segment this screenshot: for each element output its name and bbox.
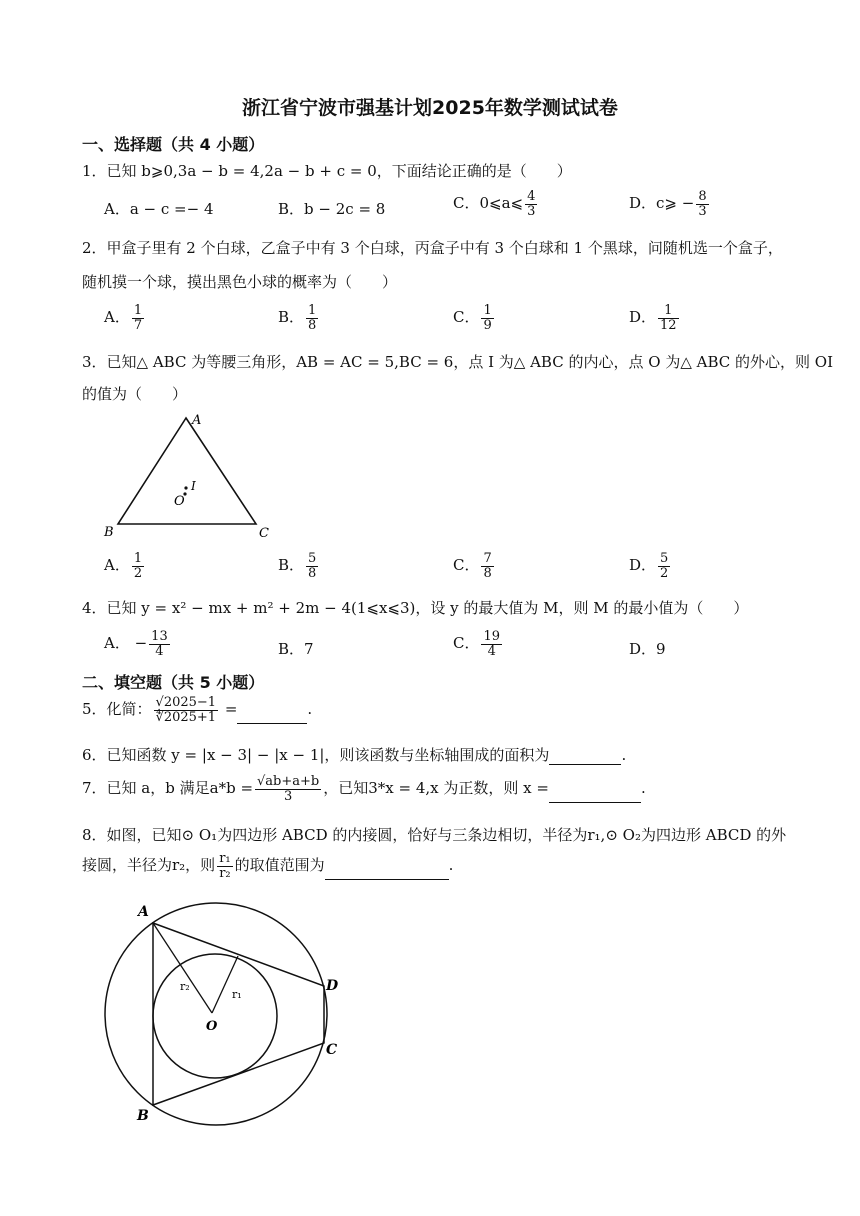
q6-text: 6．已知函数 y = |x − 3| − |x − 1|，则该函数与坐标轴围成的面积为 — [82, 746, 550, 764]
q4-option-d: D．9 — [629, 640, 666, 658]
q4-c-label: C． — [453, 634, 480, 653]
q4-option-c — [453, 630, 504, 658]
q2-b-denominator: 8 — [308, 317, 317, 333]
label-i: I — [191, 479, 196, 493]
q3-stem-line2: 的值为（ ） — [82, 385, 188, 403]
label-c: C — [259, 526, 269, 541]
q8-answer-blank[interactable] — [325, 865, 449, 880]
q1-c-numerator: 4 — [527, 189, 536, 204]
q3-stem-line1: 3．已知△ ABC 为等腰三角形，AB = AC = 5,BC = 6，点 I 为△ ABC 的内心，点 O 为△ ABC 的外心，则 OI — [82, 353, 833, 371]
q2-d-fraction — [658, 304, 679, 332]
q2-c-label: C． — [453, 308, 480, 327]
q7-fraction — [255, 775, 321, 803]
q1-option-d-label: D．c⩾ − — [629, 194, 695, 213]
q4-a-numerator: 13 — [151, 629, 168, 644]
q1-stem: 1．已知 b⩾0,3a − b = 4,2a − b + c = 0，下面结论正确的是（ ） — [82, 162, 572, 180]
q3-d-label: D． — [629, 556, 657, 575]
q3-d-denominator: 2 — [660, 565, 669, 581]
q8-numerator: r₁ — [219, 851, 231, 866]
q3-option-c — [453, 552, 496, 580]
page-title: 浙江省宁波市强基计划2025年数学测试试卷 — [242, 97, 618, 119]
q2-b-label: B． — [278, 308, 305, 327]
q8-line2-prefix: 接圆，半径为r₂，则 — [82, 856, 216, 875]
fig8-label-a: A — [138, 904, 149, 920]
q8-end: . — [448, 856, 454, 875]
q3-a-numerator: 1 — [133, 551, 143, 566]
q2-option-a — [104, 304, 146, 332]
fig8-label-r1: r₁ — [232, 988, 242, 1001]
q2-d-numerator: 1 — [658, 304, 679, 319]
fig8-label-c: C — [326, 1042, 338, 1058]
q4-c-denominator: 4 — [487, 643, 496, 659]
q5-end: . — [307, 700, 313, 719]
q5-denominator: ∜2025+1 — [155, 709, 217, 725]
q7-answer-blank[interactable] — [549, 788, 641, 803]
q4-a-fraction — [149, 630, 170, 658]
q4-a-denominator: 4 — [155, 643, 164, 659]
q2-b-numerator: 1 — [308, 303, 317, 318]
q8-stem-line1: 8．如图，已知⊙ O₁为四边形 ABCD 的内接圆，恰好与三条边相切，半径为r₁,⊙ O₂为四边形 ABCD 的外 — [82, 826, 787, 844]
q3-b-denominator: 8 — [308, 565, 317, 581]
q3-c-fraction — [481, 552, 493, 580]
section-heading-choice: 一、选择题（共 4 小题） — [82, 135, 265, 154]
q2-d-label: D． — [629, 308, 657, 327]
q8-fraction — [217, 852, 232, 880]
label-o: O — [174, 494, 185, 509]
q2-stem-line2: 随机摸一个球，摸出黑色小球的概率为（ ） — [82, 273, 398, 291]
fig8-label-b: B — [137, 1108, 149, 1124]
q4-option-a — [104, 630, 172, 658]
q3-c-numerator: 7 — [483, 551, 492, 566]
q7-suffix: ，已知3*x = 4,x 为正数，则 x = — [323, 779, 549, 798]
fig8-label-o: O — [206, 1019, 218, 1034]
q2-b-fraction — [306, 304, 318, 332]
q4-a-label: A． − — [104, 634, 148, 653]
q7-prefix: 7．已知 a，b 满足a*b = — [82, 779, 254, 798]
q2-stem-line1: 2．甲盒子里有 2 个白球，乙盒子中有 3 个白球，丙盒子中有 3 个白球和 1 个黑球，问随机选一个盒子， — [82, 239, 783, 257]
q2-c-fraction — [481, 304, 493, 332]
q7-end: . — [640, 779, 646, 798]
radius-r2 — [153, 923, 212, 1013]
q3-a-fraction — [132, 552, 144, 580]
radius-r1 — [212, 956, 238, 1013]
quadrilateral-abcd — [153, 923, 324, 1105]
q1-option-c-fraction — [525, 190, 537, 218]
q6-line — [82, 744, 626, 765]
q1-option-c — [453, 190, 539, 218]
triangle-abc — [118, 418, 256, 524]
q5-prefix: 5．化简： — [82, 700, 152, 719]
q7-denominator: 3 — [283, 788, 293, 804]
q8-denominator: r₂ — [219, 865, 231, 881]
q1-option-b: B．b − 2c = 8 — [278, 200, 386, 218]
q7-line — [82, 775, 646, 803]
q4-option-b: B．7 — [278, 640, 314, 658]
label-b: B — [104, 525, 114, 540]
q2-c-denominator: 9 — [483, 317, 492, 333]
q5-answer-blank[interactable] — [237, 709, 307, 724]
q2-option-d — [629, 304, 681, 332]
q3-option-a — [104, 552, 146, 580]
q3-d-numerator: 5 — [660, 551, 669, 566]
label-a: A — [192, 413, 202, 428]
q6-answer-blank[interactable] — [549, 750, 621, 765]
circumcircle — [105, 903, 327, 1125]
q2-a-numerator: 1 — [133, 303, 143, 318]
q3-b-fraction — [306, 552, 318, 580]
q3-c-label: C． — [453, 556, 480, 575]
point-i — [184, 486, 187, 489]
q2-d-denominator: 12 — [660, 317, 677, 333]
q1-option-d — [629, 190, 711, 218]
incircle — [153, 954, 277, 1078]
q5-line — [82, 696, 312, 724]
q2-a-label: A． — [104, 308, 130, 327]
q3-a-denominator: 2 — [133, 565, 143, 581]
q4-stem: 4．已知 y = x² − mx + m² + 2m − 4(1⩽x⩽3)，设 y 的最大值为 M，则 M 的最小值为（ ） — [82, 599, 749, 617]
q3-a-label: A． — [104, 556, 130, 575]
q4-c-fraction — [481, 630, 502, 658]
q5-numerator: √2025−1 — [155, 695, 217, 710]
q1-c-denominator: 3 — [527, 203, 536, 219]
q3-b-numerator: 5 — [308, 551, 317, 566]
q8-circle-figure — [100, 898, 350, 1130]
q2-option-b — [278, 304, 320, 332]
q1-option-a: A．a − c =− 4 — [104, 200, 214, 218]
q2-c-numerator: 1 — [483, 303, 492, 318]
q3-triangle-figure — [100, 408, 290, 544]
q5-equals: = — [220, 700, 238, 719]
q8-line2-suffix: 的取值范围为 — [234, 856, 325, 875]
q5-fraction — [154, 696, 219, 724]
q6-end: . — [621, 746, 627, 764]
q3-d-fraction — [658, 552, 670, 580]
section-heading-fill: 二、填空题（共 5 小题） — [82, 673, 265, 692]
fig8-label-r2: r₂ — [180, 980, 190, 993]
q3-option-d — [629, 552, 672, 580]
q2-a-denominator: 7 — [133, 317, 143, 333]
q1-option-c-label: C．0⩽a⩽ — [453, 194, 524, 213]
q7-numerator: √ab+a+b — [257, 774, 320, 789]
q3-b-label: B． — [278, 556, 305, 575]
q1-d-denominator: 3 — [698, 203, 707, 219]
q2-option-c — [453, 304, 496, 332]
fig8-label-d: D — [326, 978, 339, 994]
q3-option-b — [278, 552, 320, 580]
q4-c-numerator: 19 — [483, 629, 501, 644]
q2-a-fraction — [132, 304, 144, 332]
q1-d-numerator: 8 — [698, 189, 707, 204]
q3-c-denominator: 8 — [483, 565, 492, 581]
q1-option-d-fraction — [696, 190, 708, 218]
q8-stem-line2 — [82, 852, 453, 880]
